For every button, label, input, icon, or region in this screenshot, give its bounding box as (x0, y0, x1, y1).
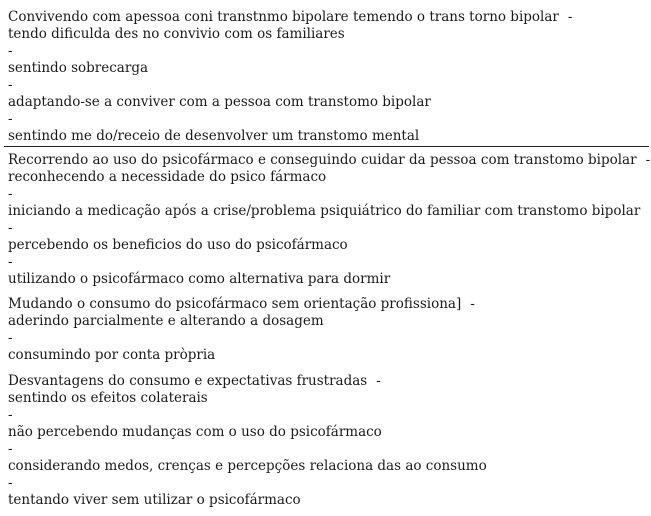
item-dash: - (8, 43, 13, 59)
heading-text: Recorrendo ao uso do psicofármaco e conseguindo cuidar da pessoa com transtomo bipolar (8, 152, 637, 168)
list-item: considerando medos, crenças e percepções relaciona das ao consumo (8, 458, 487, 474)
heading-dash: - (470, 296, 475, 312)
list-item: sentindo me do/receio de desenvolver um transtomo mental (8, 128, 420, 144)
heading-dash: - (376, 373, 381, 389)
heading-text: Mudando o consumo do psicofármaco sem orientação profissiona] (8, 296, 462, 312)
section-heading (8, 296, 648, 313)
list-item: não percebendo mudanças com o uso do psicofármaco (8, 424, 382, 440)
section-mudando (8, 296, 648, 364)
item-dash: - (8, 254, 13, 270)
item-dash: - (8, 111, 13, 127)
list-item: reconhecendo a necessidade do psico fármaco (8, 169, 327, 185)
list-item: consumindo por conta pròpria (8, 347, 216, 363)
item-dash: - (8, 475, 13, 491)
section-divider (4, 146, 649, 147)
section-heading (8, 9, 648, 26)
item-dash: - (8, 220, 13, 236)
list-item: tentando viver sem utilizar o psicofármaco (8, 492, 301, 508)
list-item: sentindo sobrecarga (8, 60, 149, 76)
section-recorrendo (8, 152, 651, 288)
list-item: sentindo os efeitos colaterais (8, 390, 208, 406)
heading-text: Convivendo com apessoa coni transtnmo bipolare temendo o trans torno bipolar (8, 9, 559, 25)
list-item: utilizando o psicofármaco como alternativa para dormir (8, 271, 391, 287)
list-item: percebendo os beneficios do uso do psicofármaco (8, 237, 348, 253)
section-heading (8, 152, 651, 169)
section-convivendo (8, 9, 648, 145)
item-dash: - (8, 186, 13, 202)
heading-text: Desvantagens do consumo e expectativas frustradas (8, 373, 368, 389)
item-dash: - (8, 441, 13, 457)
heading-dash: - (567, 9, 573, 25)
item-dash: - (8, 330, 13, 346)
heading-dash: - (645, 152, 651, 168)
list-item: adaptando-se a conviver com a pessoa com transtomo bipolar (8, 94, 431, 110)
item-dash: - (8, 77, 13, 93)
list-item: aderindo parcialmente e alterando a dosagem (8, 313, 324, 329)
section-heading (8, 373, 648, 390)
section-desvantagens (8, 373, 648, 509)
list-item: tendo dificulda des no convivio com os familiares (8, 26, 345, 42)
list-item: iniciando a medicação após a crise/problema psiquiátrico do familiar com transtomo bipolar (8, 203, 641, 219)
item-dash: - (8, 407, 13, 423)
